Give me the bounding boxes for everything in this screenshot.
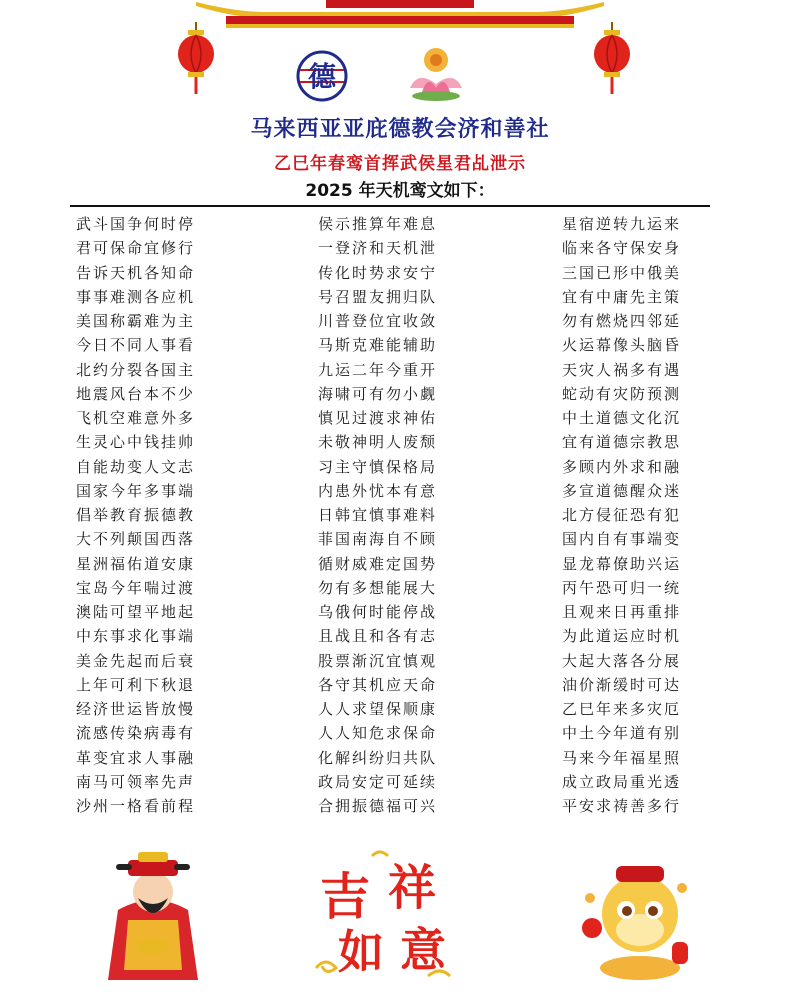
verse-line: 且战且和各有志 <box>318 627 438 646</box>
verse-line: 美国称霸难为主 <box>76 312 196 330</box>
verse-line: 日韩宜慎事难料 <box>318 506 438 524</box>
verse-line: 火运幕像头脑昏 <box>562 336 682 355</box>
verse-line: 星宿逆转九运来 <box>562 215 682 233</box>
lantern-icon <box>176 22 216 96</box>
verse-line: 菲国南海自不顾 <box>318 530 438 549</box>
calligraphy-char: 吉 <box>320 867 370 926</box>
verse-line: 平安求祷善多行 <box>562 797 682 815</box>
verse-line: 国内自有事端变 <box>562 530 682 549</box>
verse-line: 生灵心中钱挂帅 <box>76 433 196 452</box>
verse-line: 川普登位宜收敛 <box>318 312 438 330</box>
verse-line: 星洲福佑道安康 <box>76 554 196 573</box>
verse-line: 美金先起而后衰 <box>76 651 196 670</box>
verse-line: 事事难测各应机 <box>76 287 196 306</box>
verse-line: 北约分裂各国主 <box>76 360 196 379</box>
verse-line: 海啸可有勿小觑 <box>318 384 438 403</box>
verse-line: 侯示推算年难息 <box>318 215 438 233</box>
verse-line: 中土今年道有别 <box>562 724 682 743</box>
poem-heading: 2025 年天机鸾文如下： <box>305 181 495 201</box>
calligraphy-icon <box>308 848 470 988</box>
logo-char: 德 <box>307 60 337 93</box>
verse-line: 中东事求化事端 <box>76 627 196 646</box>
verse-line: 内患外忧本有意 <box>318 481 438 500</box>
verse-line: 大不列颠国西落 <box>76 530 196 549</box>
verse-line: 丙午恐可归一统 <box>562 578 682 597</box>
verse-line: 慎见过渡求神佑 <box>318 409 438 427</box>
de-logo-icon <box>296 50 348 102</box>
verse-line: 宜有中庸先主策 <box>562 287 682 306</box>
verse-line: 习主守慎保格局 <box>318 457 438 476</box>
lotus-icon <box>404 44 468 104</box>
verse-line: 中土道德文化沉 <box>562 409 682 427</box>
verse-line: 乙巳年来多灾厄 <box>562 700 682 718</box>
verse-line: 化解纠纷归共队 <box>318 748 438 767</box>
poem-column-3 <box>562 212 681 818</box>
roof-icon <box>196 0 604 30</box>
verse-line: 倡举教育振德教 <box>76 506 196 524</box>
verse-line: 乌俄何时能停战 <box>318 603 438 621</box>
verse-line: 上年可利下秋退 <box>76 675 196 694</box>
verse-line: 自能劫变人文志 <box>76 457 196 476</box>
verse-line: 人人求望保顺康 <box>318 700 438 718</box>
verse-line: 今日不同人事看 <box>76 336 196 355</box>
verse-line: 未敬神明人废颓 <box>318 433 438 452</box>
verse-line: 政局安定可延续 <box>318 772 438 791</box>
verse-line: 宝岛今年喘过渡 <box>76 578 196 597</box>
verse-line: 各守其机应天命 <box>318 675 438 694</box>
verse-line: 流感传染病毒有 <box>76 724 196 743</box>
verse-line: 马斯克难能辅助 <box>318 336 438 355</box>
verse-line: 循财威难定国势 <box>318 554 438 573</box>
verse-line: 大起大落各分展 <box>562 651 682 670</box>
verse-line: 君可保命宜修行 <box>76 239 196 258</box>
calligraphy-char: 祥 <box>388 860 437 916</box>
subtitle: 乙巳年春鸾首挥武侯星君乩泄示 <box>274 154 526 174</box>
lantern-icon <box>592 22 632 96</box>
organization-title: 马来西亚亚庇德教会济和善社 <box>250 116 550 142</box>
verse-line: 合拥振德福可兴 <box>318 797 438 815</box>
verse-line: 且观来日再重排 <box>562 603 682 621</box>
snake-mascot-icon <box>570 858 698 984</box>
divider <box>70 205 710 207</box>
verse-line: 多宣道德醒众迷 <box>562 481 682 500</box>
verse-line: 南马可领率先声 <box>76 772 196 791</box>
god-of-wealth-icon <box>98 850 208 985</box>
verse-line: 经济世运皆放慢 <box>76 700 196 718</box>
verse-line: 天灾人祸多有遇 <box>562 360 682 379</box>
verse-line: 一登济和天机泄 <box>318 239 438 258</box>
verse-line: 九运二年今重开 <box>318 360 438 379</box>
verse-line: 人人知危求保命 <box>318 724 438 743</box>
verse-line: 沙州一格看前程 <box>76 797 196 815</box>
verse-line: 显龙幕僚助兴运 <box>562 554 682 573</box>
verse-line: 飞机空难意外多 <box>76 409 196 427</box>
verse-line: 地震风台本不少 <box>76 384 196 403</box>
verse-line: 澳陆可望平地起 <box>76 603 196 621</box>
verse-line: 传化时势求安宁 <box>318 263 438 282</box>
verse-line: 国家今年多事端 <box>76 481 196 500</box>
verse-line: 勿有多想能展大 <box>318 578 438 597</box>
verse-line: 马来今年福星照 <box>562 748 682 767</box>
poem-column-2 <box>318 212 437 818</box>
verse-line: 号召盟友拥归队 <box>318 287 438 306</box>
verse-line: 临来各守保安身 <box>562 239 682 258</box>
calligraphy-char: 如 <box>338 925 384 979</box>
poem-column-1 <box>76 212 195 818</box>
verse-line: 告诉天机各知命 <box>76 263 196 282</box>
verse-line: 油价渐缓时可达 <box>562 675 682 694</box>
verse-line: 多顾内外求和融 <box>562 457 682 476</box>
verse-line: 宜有道德宗教思 <box>562 433 682 452</box>
verse-line: 北方侵征恐有犯 <box>562 506 682 524</box>
verse-line: 成立政局重光透 <box>562 772 682 791</box>
verse-line: 三国已形中俄美 <box>562 263 682 282</box>
verse-line: 为此道运应时机 <box>562 627 682 646</box>
verse-line: 蛇动有灾防预测 <box>562 384 682 403</box>
verse-line: 股票渐沉宜慎观 <box>318 651 438 670</box>
verse-line: 武斗国争何时停 <box>76 215 196 233</box>
verse-line: 勿有燃烧四邻延 <box>562 312 682 330</box>
calligraphy-char: 意 <box>400 923 446 977</box>
verse-line: 革变宜求人事融 <box>76 748 196 767</box>
